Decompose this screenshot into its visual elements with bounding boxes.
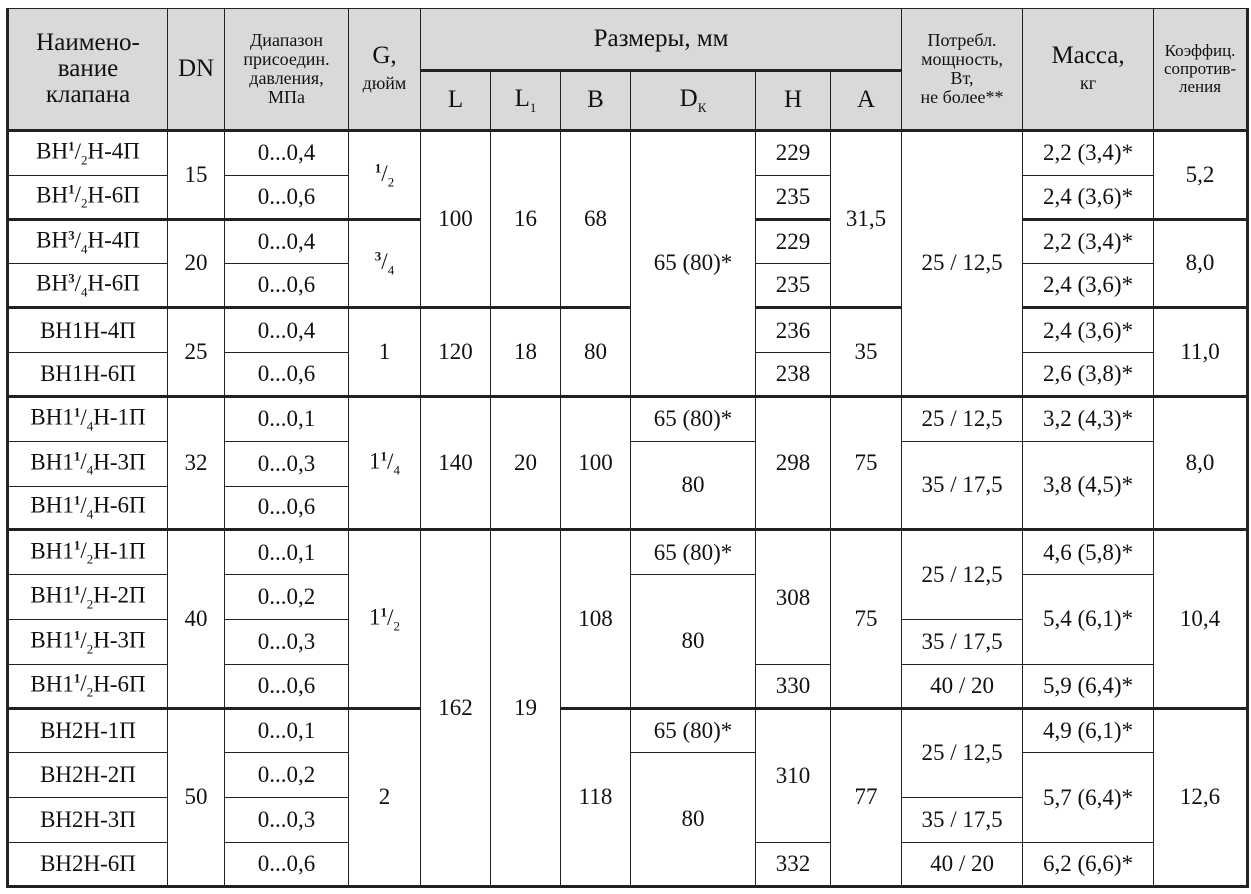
g-cell: $1^1/_2$ (349, 530, 421, 708)
h-cell: 332 (756, 843, 831, 887)
pressure-range: 0...0,2 (225, 575, 349, 620)
dn-cell: 15 (168, 131, 225, 220)
header-pressure-range: Диапазон присоедин. давления, МПа (225, 9, 349, 131)
valve-name: ВН2Н-1П (8, 708, 168, 753)
valve-name: ВН2Н-2П (8, 753, 168, 798)
header-A: A (831, 71, 902, 131)
pressure-range: 0...0,3 (225, 441, 349, 486)
a-cell: 75 (831, 530, 902, 708)
coef-cell: 5,2 (1154, 131, 1248, 220)
valve-name: ВН2Н-6П (8, 843, 168, 887)
power-cell: 35 / 17,5 (902, 798, 1023, 843)
dk-cell: 65 (80)* (631, 396, 756, 441)
dk-cell: 80 (631, 753, 756, 887)
pressure-range: 0...0,6 (225, 486, 349, 530)
mass-cell: 2,4 (3,6)* (1023, 264, 1154, 308)
mass-cell: 5,4 (6,1)* (1023, 575, 1154, 665)
a-cell: 77 (831, 708, 902, 886)
power-cell: 35 / 17,5 (902, 619, 1023, 664)
pressure-range: 0...0,6 (225, 175, 349, 219)
valve-name: $ВН^1/_2Н-4П$ (8, 131, 168, 176)
b-cell: 100 (561, 396, 631, 529)
valve-name: $ВН1^1/_4Н-3П$ (8, 441, 168, 486)
header-DK: $D_К$ (631, 71, 756, 131)
power-cell: 25 / 12,5 (902, 396, 1023, 441)
h-cell: 235 (756, 175, 831, 219)
coef-cell: 10,4 (1154, 530, 1248, 708)
g-cell: $^3/_4$ (349, 219, 421, 308)
header-B: B (561, 71, 631, 131)
pressure-range: 0...0,6 (225, 353, 349, 397)
table-row (8, 131, 1248, 176)
g-cell: $1^1/_4$ (349, 396, 421, 529)
dn-cell: 20 (168, 219, 225, 308)
g-cell: 1 (349, 308, 421, 397)
mass-cell: 5,7 (6,4)* (1023, 753, 1154, 843)
valve-name: $ВН1^1/_4Н-1П$ (8, 396, 168, 441)
dk-cell: 80 (631, 441, 756, 530)
power-cell: 40 / 20 (902, 843, 1023, 887)
table-row (8, 530, 1248, 575)
header-dn: DN (168, 9, 225, 131)
pressure-range: 0...0,6 (225, 664, 349, 708)
header-power: Потребл. мощность, Вт, не более** (902, 9, 1023, 131)
valve-name: ВН1Н-6П (8, 353, 168, 397)
h-cell: 310 (756, 708, 831, 842)
dk-cell: 80 (631, 575, 756, 708)
header-L: L (421, 71, 491, 131)
coef-cell: 12,6 (1154, 708, 1248, 886)
mass-cell: 2,4 (3,6)* (1023, 175, 1154, 219)
valve-name: $ВН^1/_2Н-6П$ (8, 175, 168, 219)
coef-cell: 11,0 (1154, 308, 1248, 397)
dn-cell: 32 (168, 396, 225, 529)
dk-cell: 65 (80)* (631, 131, 756, 397)
l-cell: 162 (421, 530, 491, 887)
power-cell: 25 / 12,5 (902, 530, 1023, 620)
pressure-range: 0...0,3 (225, 798, 349, 843)
dk-cell: 65 (80)* (631, 530, 756, 575)
h-cell: 229 (756, 131, 831, 176)
mass-cell: 2,6 (3,8)* (1023, 353, 1154, 397)
h-cell: 229 (756, 219, 831, 264)
table-row (8, 308, 1248, 353)
h-cell: 308 (756, 530, 831, 664)
l-cell: 100 (421, 131, 491, 308)
valve-spec-table (6, 8, 1249, 888)
valve-name: $ВН1^1/_2Н-2П$ (8, 575, 168, 620)
b-cell: 68 (561, 131, 631, 308)
header-sizes: Размеры, мм (421, 9, 902, 71)
l-cell: 120 (421, 308, 491, 397)
l1-cell: 20 (491, 396, 561, 529)
valve-name: $ВН1^1/_4Н-6П$ (8, 486, 168, 530)
b-cell: 108 (561, 530, 631, 708)
coef-cell: 8,0 (1154, 396, 1248, 529)
pressure-range: 0...0,1 (225, 530, 349, 575)
valve-name: ВН1Н-4П (8, 308, 168, 353)
pressure-range: 0...0,1 (225, 396, 349, 441)
mass-cell: 3,2 (4,3)* (1023, 396, 1154, 441)
pressure-range: 0...0,6 (225, 843, 349, 887)
valve-name: $ВН^3/_4Н-6П$ (8, 264, 168, 308)
dn-cell: 25 (168, 308, 225, 397)
power-cell: 35 / 17,5 (902, 441, 1023, 530)
a-cell: 31,5 (831, 131, 902, 308)
mass-cell: 3,8 (4,5)* (1023, 441, 1154, 530)
h-cell: 298 (756, 396, 831, 529)
header-mass: Масса, кг (1023, 9, 1154, 131)
h-cell: 330 (756, 664, 831, 708)
pressure-range: 0...0,2 (225, 753, 349, 798)
dn-cell: 50 (168, 708, 225, 886)
b-cell: 80 (561, 308, 631, 397)
power-cell: 25 / 12,5 (902, 708, 1023, 798)
header-L1: $L_1$ (491, 71, 561, 131)
table-row (8, 396, 1248, 441)
h-cell: 238 (756, 353, 831, 397)
mass-cell: 4,6 (5,8)* (1023, 530, 1154, 575)
g-cell: 2 (349, 708, 421, 886)
l1-cell: 19 (491, 530, 561, 887)
mass-cell: 6,2 (6,6)* (1023, 843, 1154, 887)
coef-cell: 8,0 (1154, 219, 1248, 308)
mass-cell: 2,4 (3,6)* (1023, 308, 1154, 353)
pressure-range: 0...0,4 (225, 219, 349, 264)
l-cell: 140 (421, 396, 491, 529)
g-cell: $^1/_2$ (349, 131, 421, 220)
pressure-range: 0...0,3 (225, 619, 349, 664)
valve-name: $ВН1^1/_2Н-1П$ (8, 530, 168, 575)
dn-cell: 40 (168, 530, 225, 708)
pressure-range: 0...0,4 (225, 308, 349, 353)
mass-cell: 2,2 (3,4)* (1023, 219, 1154, 264)
l1-cell: 18 (491, 308, 561, 397)
valve-name: $ВН1^1/_2Н-3П$ (8, 619, 168, 664)
valve-name: ВН2Н-3П (8, 798, 168, 843)
header-name: Наимено- вание клапана (8, 9, 168, 131)
valve-name: $ВН1^1/_2Н-6П$ (8, 664, 168, 708)
mass-cell: 4,9 (6,1)* (1023, 708, 1154, 753)
h-cell: 236 (756, 308, 831, 353)
header-g: G, дюйм (349, 9, 421, 131)
header-coefficient: Коэффиц. сопротив- ления (1154, 9, 1248, 131)
a-cell: 75 (831, 396, 902, 529)
dk-cell: 65 (80)* (631, 708, 756, 753)
pressure-range: 0...0,1 (225, 708, 349, 753)
pressure-range: 0...0,4 (225, 131, 349, 176)
power-cell: 25 / 12,5 (902, 131, 1023, 397)
l1-cell: 16 (491, 131, 561, 308)
valve-name: $ВН^3/_4Н-4П$ (8, 219, 168, 264)
b-cell: 118 (561, 708, 631, 886)
table-row (8, 708, 1248, 753)
a-cell: 35 (831, 308, 902, 397)
h-cell: 235 (756, 264, 831, 308)
power-cell: 40 / 20 (902, 664, 1023, 708)
pressure-range: 0...0,6 (225, 264, 349, 308)
mass-cell: 5,9 (6,4)* (1023, 664, 1154, 708)
mass-cell: 2,2 (3,4)* (1023, 131, 1154, 176)
header-H: H (756, 71, 831, 131)
